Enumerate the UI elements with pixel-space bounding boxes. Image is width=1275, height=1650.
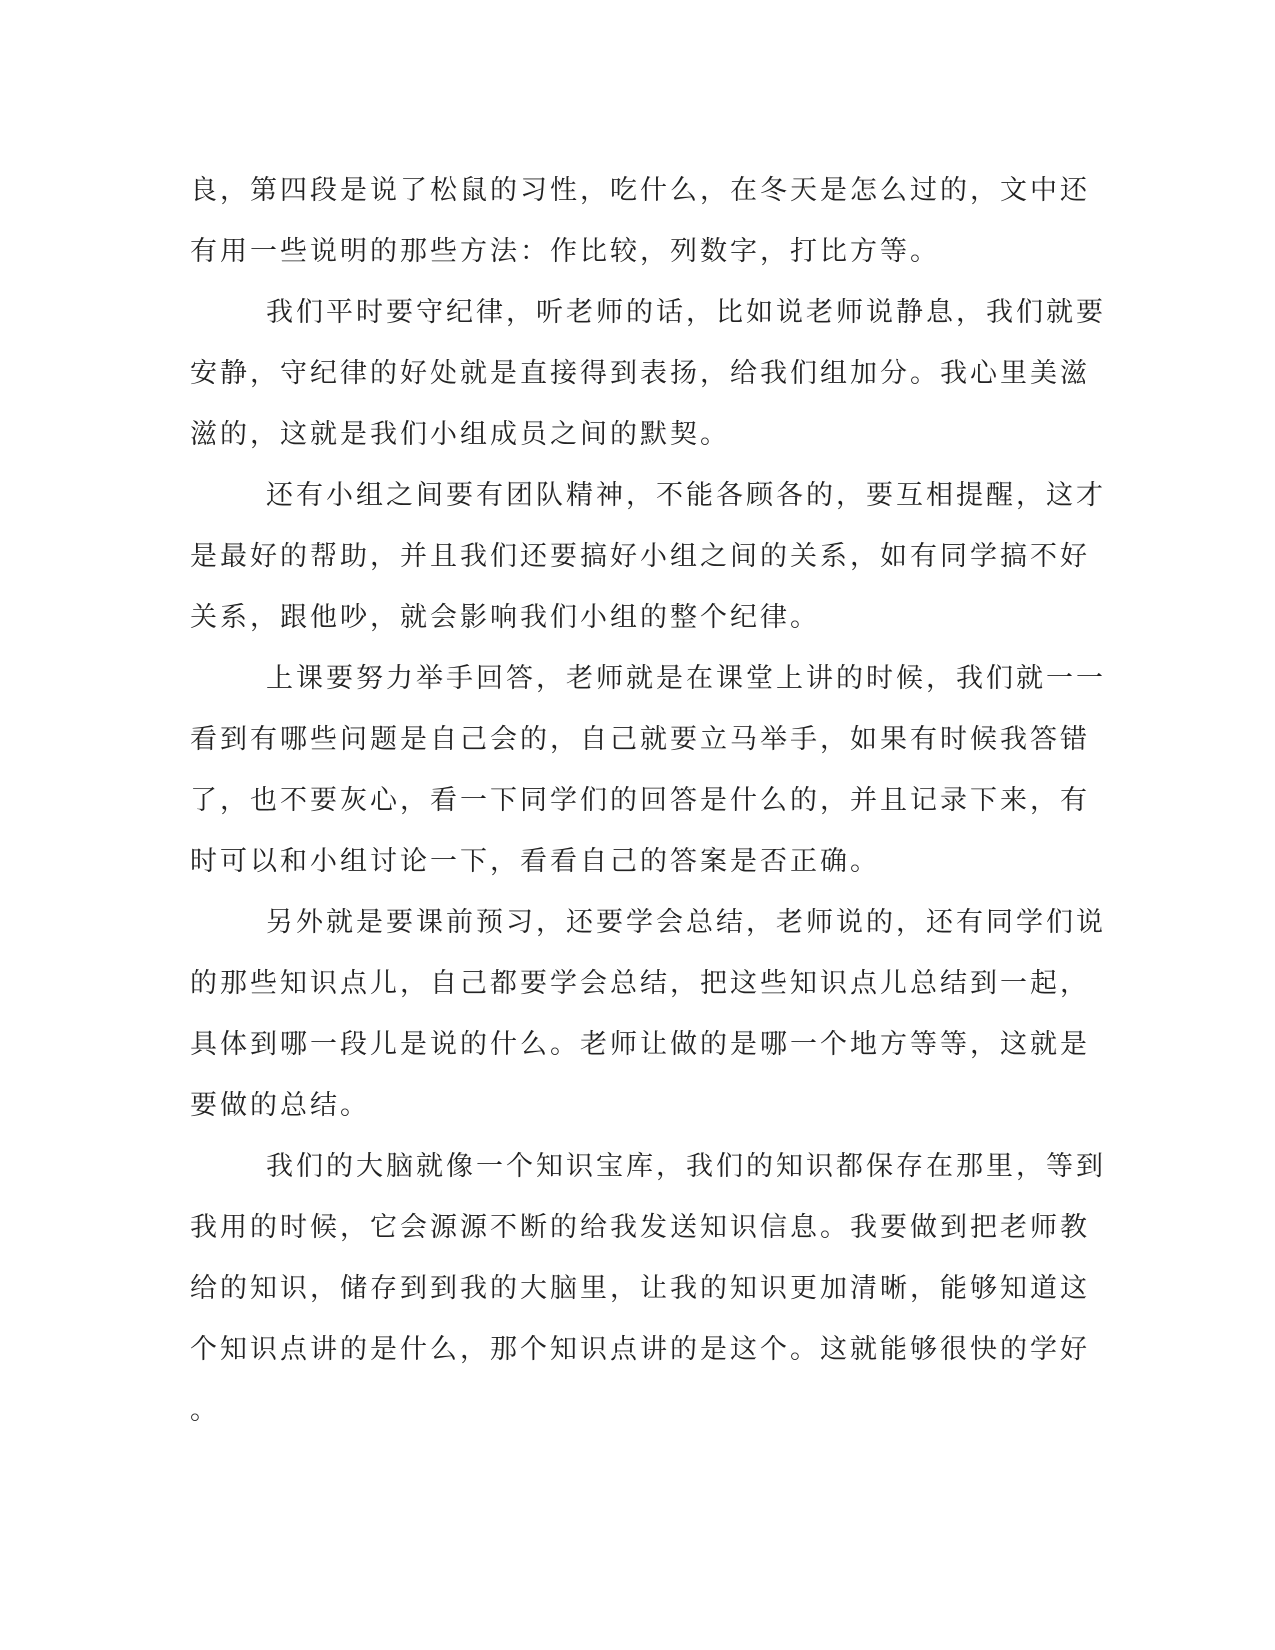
paragraph-1-line-1: 良，第四段是说了松鼠的习性，吃什么，在冬天是怎么过的，文中还 bbox=[190, 175, 1090, 206]
paragraph-6-line-1: 我们的大脑就像一个知识宝库，我们的知识都保存在那里，等到 bbox=[266, 1151, 1106, 1182]
paragraph-4-line-1: 上课要努力举手回答，老师就是在课堂上讲的时候，我们就一一 bbox=[266, 663, 1106, 694]
paragraph-4-line-3: 了，也不要灰心，看一下同学们的回答是什么的，并且记录下来，有 bbox=[190, 785, 1090, 816]
paragraph-5-line-1: 另外就是要课前预习，还要学会总结，老师说的，还有同学们说 bbox=[266, 907, 1106, 938]
paragraph-2 bbox=[190, 282, 1106, 465]
paragraph-6-line-4: 个知识点讲的是什么，那个知识点讲的是这个。这就能够很快的学好 bbox=[190, 1334, 1090, 1365]
paragraph-2-line-3: 滋的，这就是我们小组成员之间的默契。 bbox=[190, 419, 730, 450]
document-body bbox=[190, 160, 1106, 1441]
paragraph-1-line-2: 有用一些说明的那些方法：作比较，列数字，打比方等。 bbox=[190, 236, 940, 267]
paragraph-6 bbox=[190, 1136, 1106, 1441]
paragraph-5-line-3: 具体到哪一段儿是说的什么。老师让做的是哪一个地方等等，这就是 bbox=[190, 1029, 1090, 1060]
paragraph-3-line-2: 是最好的帮助，并且我们还要搞好小组之间的关系，如有同学搞不好 bbox=[190, 541, 1090, 572]
paragraph-6-line-3: 给的知识，储存到到我的大脑里，让我的知识更加清晰，能够知道这 bbox=[190, 1273, 1090, 1304]
paragraph-3-line-3: 关系，跟他吵，就会影响我们小组的整个纪律。 bbox=[190, 602, 820, 633]
paragraph-5-line-4: 要做的总结。 bbox=[190, 1090, 370, 1121]
paragraph-3 bbox=[190, 465, 1106, 648]
paragraph-1 bbox=[190, 160, 1090, 282]
paragraph-2-line-2: 安静，守纪律的好处就是直接得到表扬，给我们组加分。我心里美滋 bbox=[190, 358, 1090, 389]
paragraph-4 bbox=[190, 648, 1106, 892]
paragraph-6-line-2: 我用的时候，它会源源不断的给我发送知识信息。我要做到把老师教 bbox=[190, 1212, 1090, 1243]
paragraph-4-line-2: 看到有哪些问题是自己会的，自己就要立马举手，如果有时候我答错 bbox=[190, 724, 1090, 755]
paragraph-2-line-1: 我们平时要守纪律，听老师的话，比如说老师说静息，我们就要 bbox=[266, 297, 1106, 328]
paragraph-5 bbox=[190, 892, 1106, 1136]
paragraph-6-line-5: 。 bbox=[190, 1395, 220, 1426]
paragraph-3-line-1: 还有小组之间要有团队精神，不能各顾各的，要互相提醒，这才 bbox=[266, 480, 1106, 511]
paragraph-4-line-4: 时可以和小组讨论一下，看看自己的答案是否正确。 bbox=[190, 846, 880, 877]
paragraph-5-line-2: 的那些知识点儿，自己都要学会总结，把这些知识点儿总结到一起， bbox=[190, 968, 1090, 999]
